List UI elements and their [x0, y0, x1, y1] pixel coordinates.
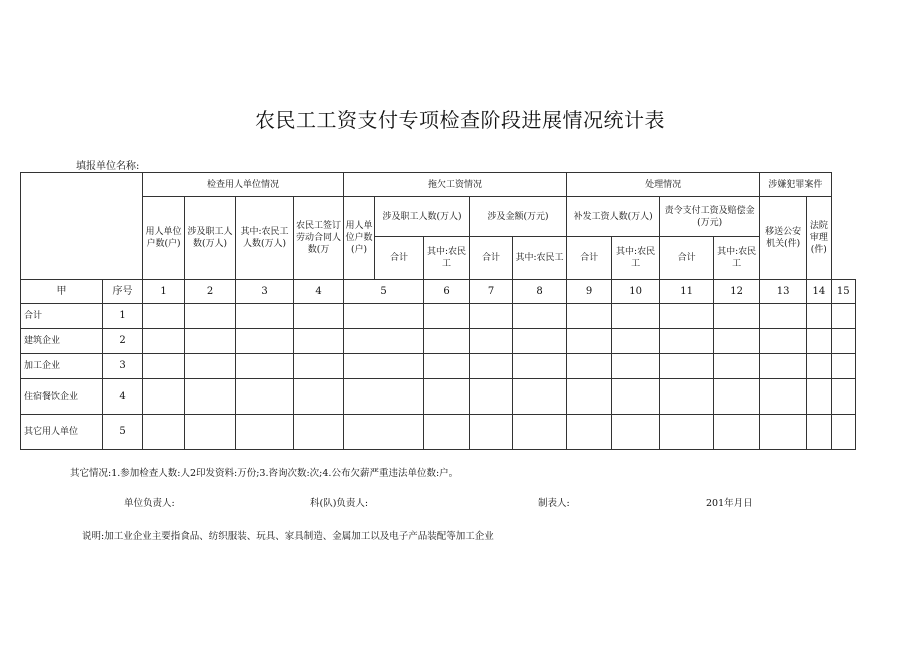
data-cell[interactable]: [714, 354, 760, 379]
col-arrears-amount: 涉及金额(万元): [470, 197, 567, 237]
group-handling: 处理情况: [567, 173, 760, 197]
data-cell[interactable]: [714, 415, 760, 450]
data-cell[interactable]: [294, 354, 344, 379]
data-cell[interactable]: [612, 415, 660, 450]
col-number: 4: [294, 280, 344, 304]
data-cell[interactable]: [185, 415, 236, 450]
row-label: 合计: [21, 304, 103, 329]
data-cell[interactable]: [513, 304, 567, 329]
col-number: 5: [344, 280, 424, 304]
table-row: [21, 354, 856, 379]
data-cell[interactable]: [760, 379, 807, 415]
data-cell[interactable]: [185, 354, 236, 379]
data-cell[interactable]: [470, 415, 513, 450]
data-cell[interactable]: [294, 415, 344, 450]
col-number: 7: [470, 280, 513, 304]
data-cell[interactable]: [185, 379, 236, 415]
data-cell[interactable]: [344, 354, 424, 379]
data-cell[interactable]: [236, 329, 294, 354]
unit-head-label: 单位负责人:: [124, 498, 175, 509]
group-employer-check: 检查用人单位情况: [143, 173, 344, 197]
col-number: 15: [831, 280, 855, 304]
data-cell[interactable]: [612, 354, 660, 379]
data-cell[interactable]: [236, 354, 294, 379]
data-cell[interactable]: [424, 329, 470, 354]
data-cell[interactable]: [567, 415, 612, 450]
col-number: 14: [807, 280, 831, 304]
data-cell[interactable]: [760, 354, 807, 379]
col-number: 12: [714, 280, 760, 304]
data-cell[interactable]: [143, 379, 185, 415]
data-cell[interactable]: [567, 379, 612, 415]
data-cell[interactable]: [714, 304, 760, 329]
data-cell[interactable]: [185, 304, 236, 329]
col-transfer-police: 移送公安机关(件): [760, 197, 807, 280]
data-cell[interactable]: [424, 379, 470, 415]
data-cell[interactable]: [831, 304, 855, 329]
data-cell[interactable]: [567, 329, 612, 354]
preparer-label: 制表人:: [538, 498, 570, 509]
data-cell[interactable]: [760, 415, 807, 450]
data-cell[interactable]: [236, 415, 294, 450]
col-number: 2: [185, 280, 236, 304]
row-label: 建筑企业: [21, 329, 103, 354]
col-migrant-contracts: 农民工签订劳动合同人数(万: [294, 197, 344, 280]
col-court-trial: 法院审理(件): [807, 197, 831, 280]
header-seq: 序号: [103, 280, 143, 304]
data-cell[interactable]: [612, 329, 660, 354]
sub-of-which-migrant: 其中:农民工: [714, 237, 760, 280]
data-cell[interactable]: [760, 329, 807, 354]
data-cell[interactable]: [567, 304, 612, 329]
data-cell[interactable]: [143, 329, 185, 354]
data-cell[interactable]: [424, 354, 470, 379]
date-label: 201年月日: [706, 498, 753, 509]
data-cell[interactable]: [660, 354, 714, 379]
row-seq: 1: [103, 304, 143, 329]
col-of-which-migrant: 其中:农民工人数(万人): [236, 197, 294, 280]
data-cell[interactable]: [513, 329, 567, 354]
row-seq: 2: [103, 329, 143, 354]
table-row: [21, 329, 856, 354]
data-cell[interactable]: [294, 379, 344, 415]
table-row: [21, 415, 856, 450]
data-cell[interactable]: [470, 304, 513, 329]
row-label: 加工企业: [21, 354, 103, 379]
data-cell[interactable]: [143, 415, 185, 450]
page-title: 农民工工资支付专项检查阶段进展情况统计表: [255, 108, 665, 132]
col-employer-count: 用人单位户数(户): [143, 197, 185, 280]
sub-of-which-migrant: 其中:农民工: [513, 237, 567, 280]
corner-cell: [21, 173, 143, 280]
data-cell[interactable]: [294, 304, 344, 329]
col-number: 3: [236, 280, 294, 304]
data-cell[interactable]: [807, 354, 831, 379]
row-label: 其它用人单位: [21, 415, 103, 450]
data-cell[interactable]: [760, 304, 807, 329]
other-situation-line: 其它情况:1.参加检查人数:人2印发资料:万份;3.咨询次数:次;4.公布欠薪严重违法单位数:户。: [70, 468, 459, 479]
statistics-table: [20, 172, 856, 450]
col-number: 1: [143, 280, 185, 304]
col-number: 11: [660, 280, 714, 304]
sub-subtotal: 合计: [470, 237, 513, 280]
data-cell[interactable]: [567, 354, 612, 379]
col-number: 9: [567, 280, 612, 304]
data-cell[interactable]: [612, 379, 660, 415]
fill-unit-label: 填报单位名称:: [76, 161, 140, 172]
data-cell[interactable]: [831, 379, 855, 415]
data-cell[interactable]: [831, 354, 855, 379]
data-cell[interactable]: [470, 329, 513, 354]
col-number: 10: [612, 280, 660, 304]
data-cell[interactable]: [831, 329, 855, 354]
group-crime-cases: 涉嫌犯罪案件: [760, 173, 831, 197]
data-cell[interactable]: [236, 379, 294, 415]
note-line: 说明:加工业企业主要指食品、纺织服装、玩具、家具制造、金属加工以及电子产品装配等加工企业: [82, 531, 494, 542]
data-cell[interactable]: [807, 304, 831, 329]
data-cell[interactable]: [143, 354, 185, 379]
data-cell[interactable]: [344, 379, 424, 415]
sub-subtotal: 合计: [375, 237, 424, 280]
col-number: 6: [424, 280, 470, 304]
data-cell[interactable]: [470, 354, 513, 379]
col-ordered-payment: 责令支付工资及赔偿金(万元): [660, 197, 760, 237]
group-wage-arrears: 拖欠工资情况: [344, 173, 567, 197]
data-cell[interactable]: [660, 379, 714, 415]
data-cell[interactable]: [424, 304, 470, 329]
col-arrears-employers: 用人单位户数(户): [344, 197, 375, 280]
data-cell[interactable]: [714, 329, 760, 354]
row-seq: 4: [103, 379, 143, 415]
data-cell[interactable]: [660, 329, 714, 354]
data-cell[interactable]: [513, 354, 567, 379]
sub-subtotal: 合计: [660, 237, 714, 280]
data-cell[interactable]: [294, 329, 344, 354]
data-cell[interactable]: [807, 415, 831, 450]
table-row: [21, 379, 856, 415]
sub-of-which-migrant: 其中:农民工: [424, 237, 470, 280]
data-cell[interactable]: [714, 379, 760, 415]
data-cell[interactable]: [513, 415, 567, 450]
data-cell[interactable]: [143, 304, 185, 329]
col-number: 13: [760, 280, 807, 304]
header-jia: 甲: [21, 280, 103, 304]
row-label: 住宿餐饮企业: [21, 379, 103, 415]
col-number: 8: [513, 280, 567, 304]
dept-head-label: 科(队)负责人:: [310, 498, 369, 509]
column-number-row: [21, 280, 856, 304]
data-cell[interactable]: [807, 329, 831, 354]
data-cell[interactable]: [513, 379, 567, 415]
col-workers-involved: 涉及职工人数(万人): [185, 197, 236, 280]
data-cell[interactable]: [236, 304, 294, 329]
data-cell[interactable]: [185, 329, 236, 354]
sub-of-which-migrant: 其中:农民工: [612, 237, 660, 280]
data-cell[interactable]: [612, 304, 660, 329]
data-cell[interactable]: [660, 415, 714, 450]
data-cell[interactable]: [831, 415, 855, 450]
data-cell[interactable]: [660, 304, 714, 329]
data-cell[interactable]: [470, 379, 513, 415]
data-cell[interactable]: [807, 379, 831, 415]
row-seq: 3: [103, 354, 143, 379]
data-cell[interactable]: [344, 304, 424, 329]
table-row: [21, 304, 856, 329]
data-cell[interactable]: [344, 415, 424, 450]
col-back-pay-workers: 补发工资人数(万人): [567, 197, 660, 237]
sub-subtotal: 合计: [567, 237, 612, 280]
data-cell[interactable]: [424, 415, 470, 450]
col-arrears-workers: 涉及职工人数(万人): [375, 197, 470, 237]
data-cell[interactable]: [344, 329, 424, 354]
row-seq: 5: [103, 415, 143, 450]
